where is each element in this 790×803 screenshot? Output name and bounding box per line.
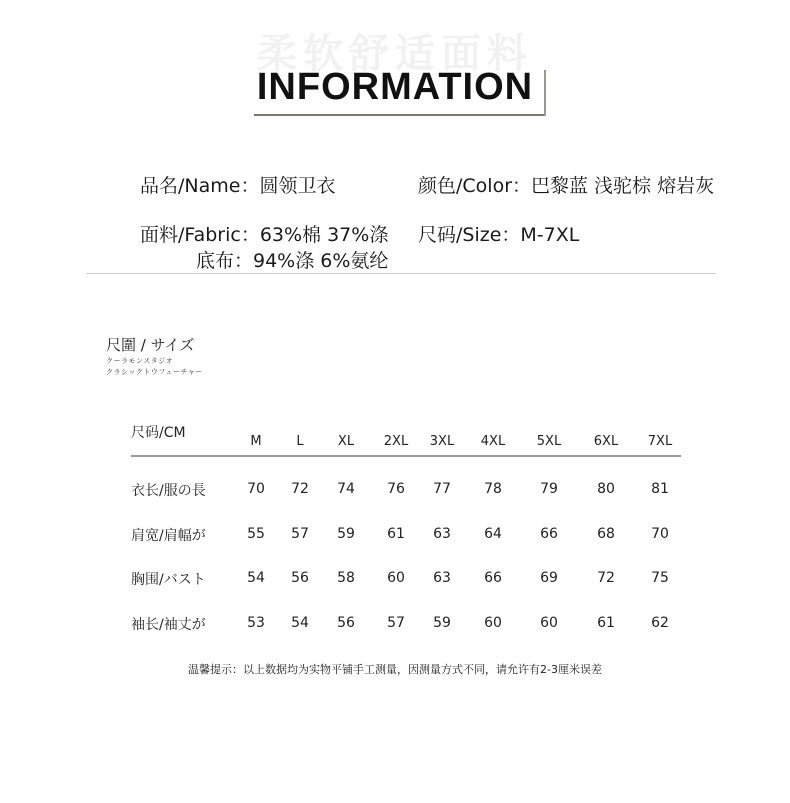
table-cell: 56 <box>291 570 309 586</box>
size-chart-subtitle-1: クーラモンスタジオ <box>106 357 174 365</box>
table-cell: 76 <box>387 481 405 497</box>
table-cell: 56 <box>337 615 355 631</box>
column-header: 7XL <box>647 434 673 449</box>
row-label: 胸围/バスト <box>131 572 206 588</box>
table-cell: 63 <box>433 570 451 586</box>
table-cell: 63 <box>433 526 451 542</box>
table-cell: 74 <box>337 481 355 497</box>
table-cell: 80 <box>597 481 615 497</box>
table-cell: 57 <box>387 615 405 631</box>
table-cell: 54 <box>291 615 309 631</box>
table-cell: 60 <box>484 615 502 631</box>
table-cell: 77 <box>433 481 451 497</box>
table-cell: 75 <box>651 570 669 586</box>
section-divider <box>86 273 716 274</box>
column-header: 6XL <box>593 434 619 449</box>
size-chart-heading: 尺圍 / サイズ <box>106 336 195 354</box>
table-cell: 78 <box>484 481 502 497</box>
page-title: INFORMATION <box>256 66 534 108</box>
table-cell: 72 <box>291 481 309 497</box>
table-cell: 66 <box>540 526 558 542</box>
table-cell: 61 <box>387 526 405 542</box>
column-header: XL <box>337 434 355 449</box>
table-cell: 64 <box>484 526 502 542</box>
table-cell: 59 <box>433 615 451 631</box>
column-header: L <box>296 434 304 449</box>
table-cell: 57 <box>291 526 309 542</box>
column-header: 2XL <box>383 434 409 449</box>
table-cell: 70 <box>247 481 265 497</box>
table-cell: 70 <box>651 526 669 542</box>
measurement-note: 温馨提示：以上数据均为实物平铺手工测量，因测量方式不同，请允许有2-3厘米误差 <box>188 663 602 676</box>
table-cell: 60 <box>387 570 405 586</box>
title-bracket <box>538 70 546 116</box>
table-cell: 79 <box>540 481 558 497</box>
table-cell: 62 <box>651 615 669 631</box>
column-header: M <box>250 434 262 449</box>
info-color: 颜色/Color：巴黎蓝 浅驼棕 熔岩灰 <box>418 175 715 197</box>
table-cell: 60 <box>540 615 558 631</box>
info-fabric: 面料/Fabric：63%棉 37%涤 <box>140 224 389 246</box>
table-cell: 69 <box>540 570 558 586</box>
table-cell: 59 <box>337 526 355 542</box>
info-size: 尺码/Size：M-7XL <box>418 224 580 246</box>
table-cell: 81 <box>651 481 669 497</box>
table-cell: 68 <box>597 526 615 542</box>
column-header: 5XL <box>536 434 562 449</box>
row-label: 肩宽/肩幅が <box>131 528 206 544</box>
size-chart-subtitle-2: クラシックトウフューチャー <box>106 368 203 376</box>
table-cell: 66 <box>484 570 502 586</box>
table-cell: 53 <box>247 615 265 631</box>
table-cell: 61 <box>597 615 615 631</box>
column-header: 3XL <box>429 434 455 449</box>
table-cell: 54 <box>247 570 265 586</box>
table-cell: 58 <box>337 570 355 586</box>
table-cell: 72 <box>597 570 615 586</box>
table-header-rule <box>131 455 681 457</box>
row-label: 袖长/袖丈が <box>131 617 206 633</box>
info-name: 品名/Name：圆领卫衣 <box>140 175 336 197</box>
info-lining: 底布：94%涤 6%氨纶 <box>196 250 389 272</box>
row-label: 衣长/服の長 <box>131 483 206 499</box>
title-underline <box>254 114 544 116</box>
table-cell: 55 <box>247 526 265 542</box>
watermark-text: 柔软舒适面料 <box>257 31 533 77</box>
column-header: 4XL <box>480 434 506 449</box>
table-unit-label: 尺码/CM <box>131 425 186 441</box>
